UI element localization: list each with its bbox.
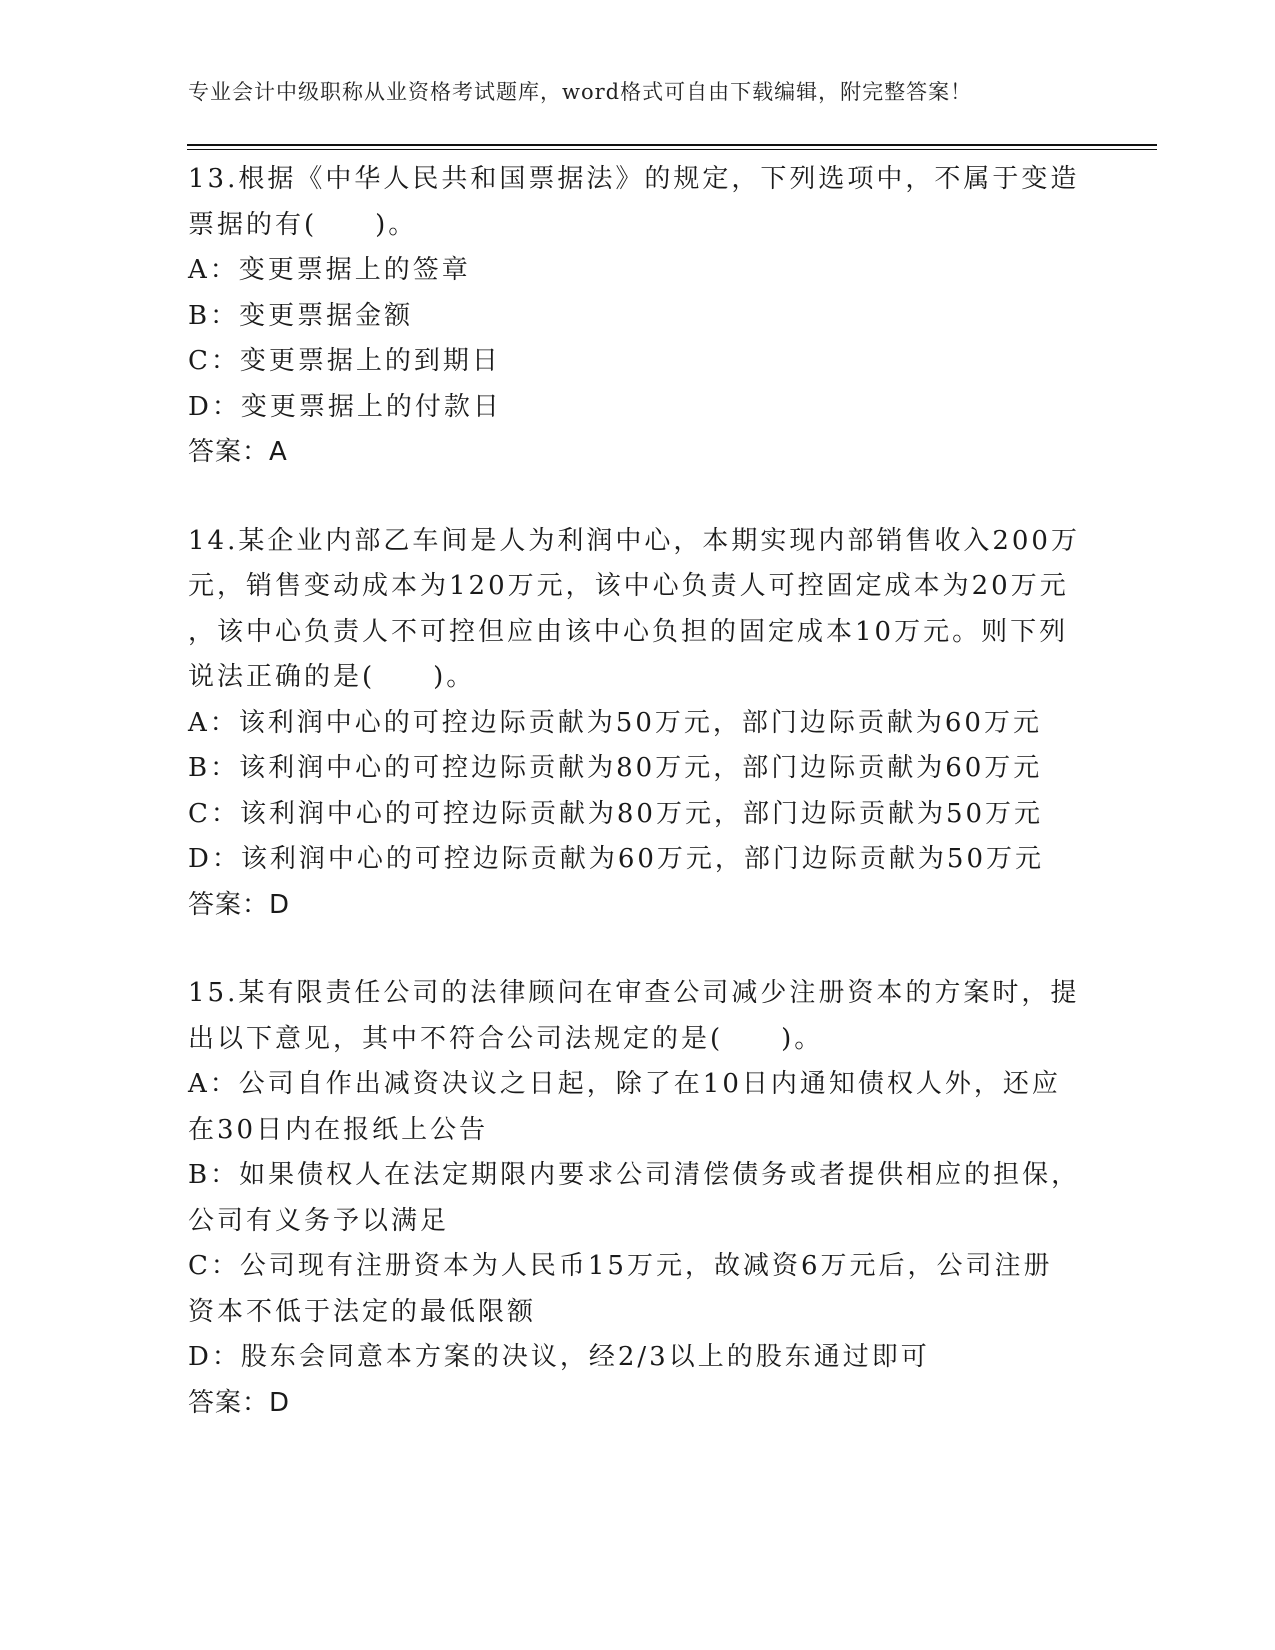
option-b-continued: 公司有义务予以满足: [188, 1205, 450, 1236]
option-d: D：股东会同意本方案的决议，经2/3以上的股东通过即可: [188, 1342, 930, 1372]
question-stem-line: 元，销售变动成本为120万元，该中心负责人可控固定成本为20万元: [188, 571, 1069, 601]
answer-line: 答案：D: [188, 889, 291, 920]
option-c: C：该利润中心的可控边际贡献为80万元，部门边际贡献为50万元: [188, 798, 1044, 829]
question-stem-line: 出以下意见，其中不符合公司法规定的是( )。: [188, 1023, 824, 1054]
question-stem-line: 票据的有( )。: [188, 209, 418, 240]
question-stem-line: 13.根据《中华人民共和国票据法》的规定，下列选项中，不属于变造: [188, 164, 1080, 194]
question-stem-line: 14.某企业内部乙车间是人为利润中心，本期实现内部销售收入200万: [188, 525, 1080, 556]
answer-line: 答案：D: [188, 1387, 291, 1418]
question-stem-line: 说法正确的是( )。: [188, 662, 476, 692]
question-15: [188, 971, 1088, 1426]
option-b: B：变更票据金额: [188, 300, 414, 331]
option-c-continued: 资本不低于法定的最低限额: [188, 1296, 537, 1327]
question-13: [188, 157, 1088, 476]
questions-area: [188, 157, 1088, 1426]
header-rule-thin: [187, 149, 1157, 150]
option-b: B：如果债权人在法定期限内要求公司清偿债务或者提供相应的担保，: [188, 1160, 1081, 1190]
option-b: B：该利润中心的可控边际贡献为80万元，部门边际贡献为60万元: [188, 753, 1043, 783]
header-rule-thick: [187, 144, 1157, 146]
option-d: D：变更票据上的付款日: [188, 391, 502, 422]
option-c: C：变更票据上的到期日: [188, 346, 501, 376]
page-header: 专业会计中级职称从业资格考试题库，word格式可自由下载编辑，附完整答案！: [188, 80, 973, 104]
question-stem-line: ，该中心负责人不可控但应由该中心负担的固定成本10万元。则下列: [188, 616, 1069, 647]
option-a: A：公司自作出减资决议之日起，除了在10日内通知债权人外，还应: [188, 1069, 1061, 1099]
question-14: [188, 519, 1088, 929]
option-a: A：变更票据上的签章: [188, 255, 471, 285]
question-stem-line: 15.某有限责任公司的法律顾问在审查公司减少注册资本的方案时，提: [188, 978, 1080, 1008]
option-c: C：公司现有注册资本为人民币15万元，故减资6万元后，公司注册: [188, 1251, 1053, 1281]
option-a: A：该利润中心的可控边际贡献为50万元，部门边际贡献为60万元: [188, 707, 1042, 738]
option-d: D：该利润中心的可控边际贡献为60万元，部门边际贡献为50万元: [188, 844, 1045, 874]
answer-line: 答案：A: [188, 437, 288, 467]
option-a-continued: 在30日内在报纸上公告: [188, 1114, 489, 1145]
spacer: [188, 476, 1088, 519]
spacer: [188, 928, 1088, 971]
